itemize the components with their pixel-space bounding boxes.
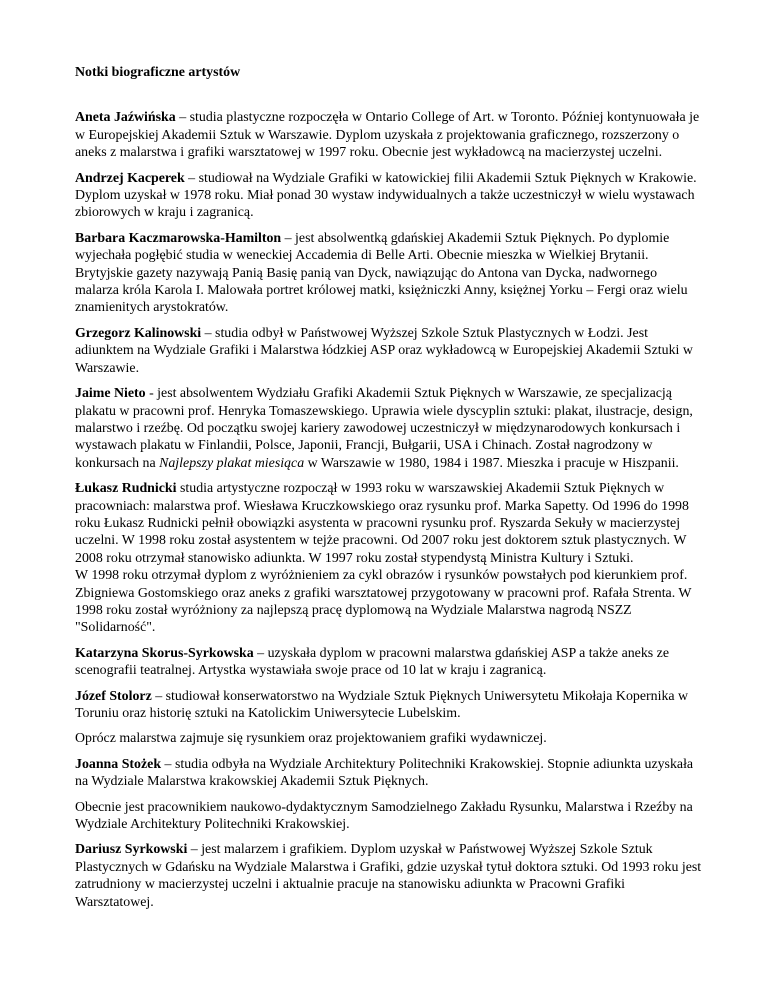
artist-name: Aneta Jaźwińska xyxy=(75,110,176,126)
bio-text: - jest absolwentem Wydziału Grafiki Akademii Sztuk Pięknych w Warszawie, ze specjalizacją plakatu w pracowni prof. Henryka Tomaszewskiego. Uprawia wiele dyscyplin sztuki: plakat, ilustracje, design, malarstwo i rzeźbę. Od początku swojej kariery zawodowej uczestniczył w międzynarodowych konkursach i wystawach plakatu w Finlandii, Polsce, Japonii, Francji, Bułgarii, USA i Chinach. Został nagrodzony w konkursach na xyxy=(75,386,693,471)
bio-jaime-nieto xyxy=(75,385,703,472)
artist-name: Andrzej Kacperek xyxy=(75,170,185,186)
bio-award-title: Najlepszy plakat miesiąca xyxy=(159,455,305,471)
bio-lukasz-rudnicki xyxy=(75,480,703,637)
artist-name: Barbara Kaczmarowska-Hamilton xyxy=(75,230,282,246)
bio-text-continued: w Warszawie w 1980, 1984 i 1987. Mieszka i pracuje w Hiszpanii. xyxy=(304,455,679,471)
artist-name: Jaime Nieto xyxy=(75,386,146,402)
artist-name: Grzegorz Kalinowski xyxy=(75,325,202,341)
bio-dariusz-syrkowski xyxy=(75,841,703,911)
bio-jozef-stolorz-note: Oprócz malarstwa zajmuje się rysunkiem oraz projektowaniem grafiki wydawniczej. xyxy=(75,731,547,747)
artist-name: Łukasz Rudnicki xyxy=(75,481,177,497)
bio-text: – uzyskała dyplom w pracowni malarstwa gdańskiej ASP a także aneks ze scenografii teatralnej. Artystka wystawiała swoje prace od 10 lat w kraju i zagranicą. xyxy=(75,645,670,679)
bio-joanna-stozek-note: Obecnie jest pracownikiem naukowo-dydaktycznym Samodzielnego Zakładu Rysunku, Malarstwa i Rzeźby na Wydziale Architektury Politechniki Krakowskiej. xyxy=(75,799,693,833)
artist-name: Józef Stolorz xyxy=(75,688,152,704)
bio-grzegorz-kalinowski xyxy=(75,325,703,377)
bio-joanna-stozek xyxy=(75,756,703,791)
bio-text: – jest absolwentką gdańskiej Akademii Sztuk Pięknych. Po dyplomie wyjechała pogłębić studia w weneckiej Accademia di Belle Arti. Obecnie mieszka w Wielkiej Brytanii. Brytyjskie gazety nazywają Panią Basię panią van Dyck, nawiązując do Antona van Dycka, nadwornego malarza króla Karola I. Malowała portret królowej matki, księżniczki Anny, księżnej Yorku – Fergi oraz wielu znamienitych arystokratów. xyxy=(75,230,688,316)
bio-aneta-jazwinska xyxy=(75,109,703,161)
bio-text: studia artystyczne rozpoczął w 1993 roku w warszawskiej Akademii Sztuk Pięknych w pracowniach: malarstwa prof. Wiesława Kruczkowskiego oraz rysunku prof. Marka Sapetty. Od 1996 do 1998 roku Łukasz Rudnicki pełnił obowiązki asystenta w pracowni rysunku prof. Ryszarda Sekuły w macierzystej uczelni. W 1998 roku został asystentem w tejże pracowni. Od 2007 roku jest doktorem sztuk plastycznych. W 2008 roku otrzymał stanowisko adiunkta. W 1997 roku został stypendystą Ministra Kultury i Sztuki. xyxy=(75,481,689,566)
artist-name: Joanna Stożek xyxy=(75,756,162,772)
bio-text: – studia odbyła na Wydziale Architektury Politechniki Krakowskiej. Stopnie adiunkta uzyskała na Wydziale Malarstwa krakowskiej Akademii Sztuk Pięknych. xyxy=(75,756,694,790)
bio-text: – studiował konserwatorstwo na Wydziale Sztuk Pięknych Uniwersytetu Mikołaja Kopernika w Toruniu oraz historię sztuki na Katolickim Uniwersytecie Lubelskim. xyxy=(75,688,689,721)
document-body xyxy=(75,64,703,919)
bio-text: – studia plastyczne rozpoczęła w Ontario College of Art. w Toronto. Później kontynuowała je w Europejskiej Akademii Sztuk w Warszawie. Dyplom uzyskała z projektowania graficznego, rozszerzony o aneks z malarstwa i grafiki warsztatowej w 1997 roku. Obecnie jest wykładowcą na macierzystej uczelni. xyxy=(75,110,700,161)
bio-barbara-kaczmarowska-hamilton xyxy=(75,230,703,317)
bio-katarzyna-skorus-syrkowska xyxy=(75,645,703,680)
artist-name: Dariusz Syrkowski xyxy=(75,842,188,858)
bio-jozef-stolorz xyxy=(75,688,703,723)
document-title: Notki biograficzne artystów xyxy=(75,65,241,80)
bio-text: – studiował na Wydziale Grafiki w katowickiej filii Akademii Sztuk Pięknych w Krakowie. Dyplom uzyskał w 1978 roku. Miał ponad 30 wystaw indywidualnych a także uczestniczył w wielu wystawach zbiorowych w kraju i zagranicą. xyxy=(75,170,697,221)
bio-text-second-paragraph: W 1998 roku otrzymał dyplom z wyróżnieniem za cykl obrazów i rysunków powstałych pod kierunkiem prof. Zbigniewa Gostomskiego oraz aneks z grafiki warsztatowej przygotowany w pracowni prof. Rafała Strenta. W 1998 roku został wyróżniony za najlepszą pracę dyplomową na Wydziale Malarstwa nagrodą NSZZ "Solidarność". xyxy=(75,568,692,636)
bio-andrzej-kacperek xyxy=(75,170,703,222)
bio-text: – jest malarzem i grafikiem. Dyplom uzyskał w Państwowej Wyższej Szkole Sztuk Plastycznych w Gdańsku na Wydziale Malarstwa i Grafiki, gdzie uzyskał tytuł doktora sztuki. Od 1993 roku jest zatrudniony w macierzystej uczelni i aktualnie pracuje na stanowisku adiunkta w Pracowni Grafiki Warsztatowej. xyxy=(75,842,702,910)
bio-text: – studia odbył w Państwowej Wyższej Szkole Sztuk Plastycznych w Łodzi. Jest adiunktem na Wydziale Grafiki i Malarstwa łódzkiej ASP oraz wykładowcą w Europejskiej Akademii Sztuki w Warszawie. xyxy=(75,325,693,376)
artist-name: Katarzyna Skorus-Syrkowska xyxy=(75,645,254,661)
